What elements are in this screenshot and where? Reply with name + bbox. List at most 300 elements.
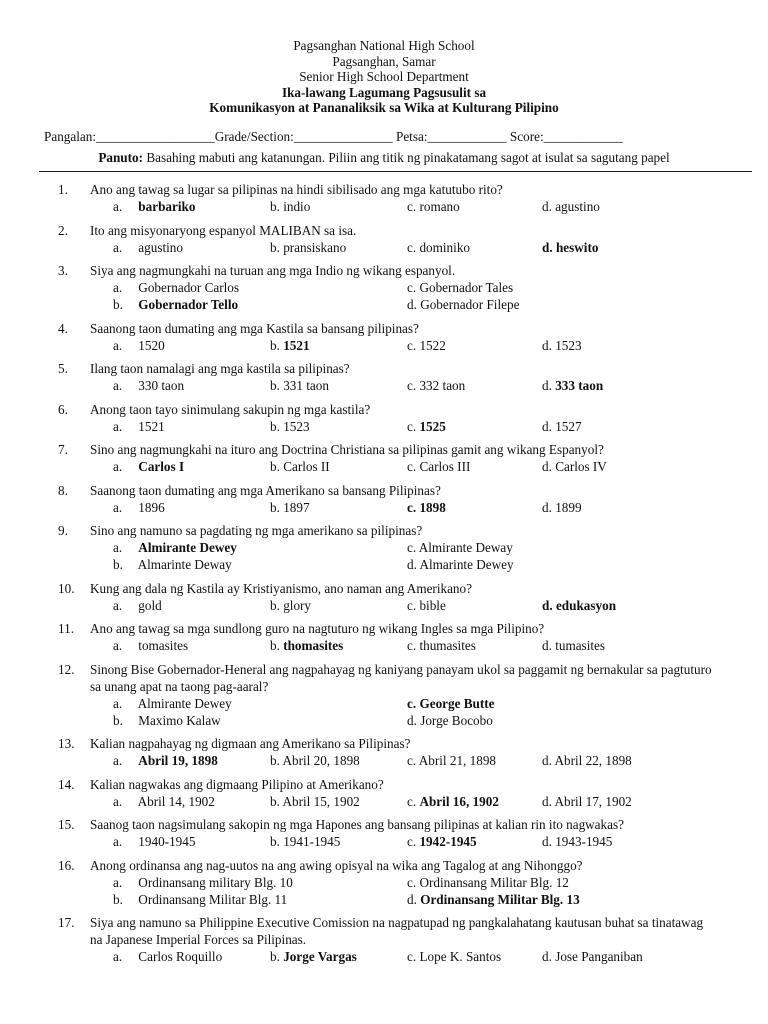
- choices-row: [0, 198, 768, 215]
- choice-text: 331 taon: [283, 378, 329, 393]
- question-stem: [0, 776, 768, 793]
- question-number: 3.: [58, 263, 68, 278]
- choice-text: Jorge Bocobo: [420, 712, 493, 728]
- choice-letter: a.: [113, 239, 123, 255]
- choice-letter: a.: [113, 280, 123, 295]
- student-info-fields: Pangalan:__________________Grade/Section:_______________ Petsa:____________ Score:____________: [44, 129, 623, 144]
- choice-text-correct: thomasites: [283, 638, 344, 653]
- choice-letter: c.: [407, 695, 417, 711]
- choice-letter: a.: [113, 874, 123, 890]
- question-stem: [0, 401, 768, 418]
- school-location: Pagsanghan, Samar: [332, 53, 436, 69]
- choices-row: [0, 891, 768, 908]
- choice-letter: b.: [270, 753, 280, 768]
- answer-choice: [270, 418, 310, 435]
- question-stem: [0, 482, 768, 499]
- choice-letter: a.: [113, 459, 123, 474]
- question-text: Ano ang tawag sa lugar sa pilipinas na hindi sibilisado ang mga katutubo rito?: [90, 182, 503, 197]
- choice-text: indio: [283, 199, 311, 214]
- question-number: 1.: [58, 182, 68, 197]
- choice-text: 1897: [283, 499, 310, 515]
- question-text: Siya ang namuno sa Philippine Executive Comission na nagpatupad ng pangkalahatang kautusan buhat sa tinatawag na Japanese Imperial Forces sa Pilipinas.: [90, 915, 704, 947]
- question-stem: [0, 360, 768, 377]
- answer-choice: [113, 637, 188, 654]
- question-item: [0, 914, 768, 965]
- question-number: 4.: [58, 320, 68, 336]
- question-text: Siya ang nagmungkahi na turuan ang mga Indio ng wikang espanyol.: [90, 263, 456, 278]
- choices-row: [0, 597, 768, 614]
- question-item: [0, 620, 768, 654]
- choice-text: Carlos Roquillo: [138, 949, 223, 964]
- choice-letter: c.: [407, 949, 417, 964]
- question-number: 13.: [58, 736, 75, 751]
- answer-choice: [407, 833, 477, 850]
- answer-choice: [407, 597, 446, 614]
- answer-choice: [407, 891, 580, 908]
- choice-letter: c.: [407, 199, 417, 214]
- choices-row: [0, 712, 768, 729]
- choice-text: Gobernador Tales: [419, 280, 514, 295]
- answer-choice: [407, 377, 465, 394]
- choice-letter: a.: [113, 834, 123, 849]
- question-stem: [0, 222, 768, 239]
- choice-letter: b.: [270, 834, 280, 849]
- choice-text: tomasites: [138, 638, 189, 653]
- question-text: Ito ang misyonaryong espanyol MALIBAN sa isa.: [90, 222, 357, 238]
- choice-letter: a.: [113, 695, 123, 711]
- choice-letter: d.: [542, 199, 552, 214]
- choice-text: 1521: [138, 418, 165, 434]
- school-name: Pagsanghan National High School: [293, 38, 475, 53]
- choice-letter: b.: [270, 499, 280, 515]
- answer-choice: [542, 198, 600, 215]
- choice-letter: d.: [407, 557, 417, 572]
- choice-letter: c.: [407, 459, 417, 474]
- answer-choice: [407, 239, 470, 256]
- choice-text: Ordinansang Militar Blg. 12: [419, 874, 569, 890]
- answer-choice: [270, 239, 346, 256]
- question-text: Anong ordinansa ang nag-uutos na ang awing opisyal na wika ang Tagalog at ang Nihonggo?: [90, 857, 583, 873]
- exam-header: [0, 38, 768, 116]
- question-text: Anong taon tayo sinimulang sakupin ng mga kastila?: [90, 401, 371, 417]
- choice-text: Gobernador Filepe: [420, 297, 520, 312]
- choices-row: [0, 695, 768, 712]
- choice-letter: b.: [270, 793, 280, 809]
- choice-letter: d.: [407, 297, 417, 312]
- answer-choice: [407, 793, 499, 810]
- answer-choice: [407, 458, 470, 475]
- question-stem: [0, 735, 768, 752]
- choice-letter: c.: [407, 378, 417, 393]
- answer-choice: [113, 377, 184, 394]
- choice-text: tumasites: [555, 638, 606, 653]
- choice-text: Carlos III: [419, 459, 471, 474]
- choice-text: pransiskano: [283, 239, 347, 255]
- answer-choice: [407, 337, 446, 354]
- answer-choice: [113, 279, 239, 296]
- answer-choice: [407, 695, 495, 712]
- choice-letter: b.: [270, 418, 280, 434]
- question-stem: [0, 441, 768, 458]
- question-item: [0, 181, 768, 215]
- choice-text: Abril 21, 1898: [418, 753, 497, 768]
- answer-choice: [270, 337, 310, 354]
- choice-text: 1940-1945: [138, 834, 196, 849]
- answer-choice: [270, 833, 340, 850]
- question-item: [0, 661, 768, 729]
- answer-choice: [270, 752, 360, 769]
- choices-row: [0, 239, 768, 256]
- choice-letter: d.: [542, 753, 552, 768]
- choice-letter: b.: [270, 199, 280, 214]
- choice-text-correct: George Butte: [419, 695, 495, 711]
- question-stem: [0, 522, 768, 539]
- choice-text: Almarinte Dewey: [419, 557, 514, 572]
- choice-text: Maximo Kalaw: [138, 712, 221, 728]
- choice-text: Carlos II: [283, 459, 330, 474]
- question-item: [0, 522, 768, 573]
- question-number: 6.: [58, 401, 68, 417]
- answer-choice: [113, 239, 183, 256]
- choice-letter: d.: [407, 712, 417, 728]
- question-text: Saanog taon nagsimulang sakopin ng mga Hapones ang bansang pilipinas at kalian rin ito nagwakas?: [90, 817, 624, 832]
- answer-choice: [270, 793, 360, 810]
- choices-row: [0, 833, 768, 850]
- question-text: Sino ang namuno sa pagdating ng mga amerikano sa pilipinas?: [90, 523, 423, 538]
- choice-text: Ordinansang military Blg. 10: [138, 874, 293, 890]
- question-text: Kalian nagpahayag ng digmaan ang Amerikano sa Pilipinas?: [90, 736, 411, 751]
- question-number: 2.: [58, 222, 68, 238]
- question-text: Kalian nagwakas ang digmaang Pilipino at Amerikano?: [90, 776, 384, 792]
- choices-row: [0, 793, 768, 810]
- answer-choice: [542, 597, 616, 614]
- choice-letter: d.: [542, 239, 553, 255]
- answer-choice: [113, 597, 162, 614]
- choice-text: 332 taon: [419, 378, 466, 393]
- instructions-text: Basahing mabuti ang katanungan. Piliin ang titik ng pinakatamang sagot at isulat sa sagutang papel: [143, 150, 670, 165]
- choice-text: Ordinansang Militar Blg. 11: [138, 891, 288, 907]
- question-number: 14.: [58, 776, 75, 792]
- answer-choice: [113, 296, 238, 313]
- answer-choice: [407, 279, 513, 296]
- answer-choice: [113, 556, 232, 573]
- answer-choice: [407, 296, 519, 313]
- choice-letter: c.: [407, 638, 417, 653]
- question-text: Sinong Bise Gobernador-Heneral ang nagpahayag ng kaniyang panayam ukol sa paggamit ng bernakular sa pagtuturo sa unang apat na taong pag-aaral?: [90, 661, 712, 694]
- choice-text: Almirante Dewey: [137, 695, 232, 711]
- question-number: 12.: [58, 661, 75, 677]
- choice-letter: c.: [407, 834, 417, 849]
- choice-text-correct: 1525: [419, 418, 446, 434]
- choice-letter: d.: [542, 418, 552, 434]
- question-item: [0, 776, 768, 810]
- choice-text: Gobernador Carlos: [138, 280, 240, 295]
- choice-text: 1896: [138, 499, 165, 515]
- choice-text: 1527: [555, 418, 582, 434]
- answer-choice: [542, 499, 582, 516]
- choice-letter: b.: [113, 891, 123, 907]
- choice-text-correct: Abril 16, 1902: [419, 793, 499, 809]
- question-stem: [0, 580, 768, 597]
- answer-choice: [270, 458, 330, 475]
- answer-choice: [407, 198, 460, 215]
- choice-text: 1523: [283, 418, 310, 434]
- answer-choice: [542, 793, 632, 810]
- choice-text-correct: Jorge Vargas: [283, 949, 357, 964]
- instructions-label: Panuto:: [98, 150, 144, 165]
- answer-choice: [270, 637, 343, 654]
- choice-letter: a.: [113, 949, 123, 964]
- answer-choice: [407, 712, 493, 729]
- choice-text: Jose Panganiban: [555, 949, 643, 964]
- choice-letter: c.: [407, 540, 417, 555]
- answer-choice: [113, 418, 165, 435]
- choice-letter: b.: [270, 459, 280, 474]
- choice-letter: a.: [113, 638, 123, 653]
- question-number: 16.: [58, 857, 75, 873]
- choice-text: 1522: [419, 337, 446, 353]
- question-item: [0, 320, 768, 354]
- answer-choice: [542, 418, 582, 435]
- choices-row: [0, 458, 768, 475]
- choice-letter: d.: [542, 337, 552, 353]
- question-number: 7.: [58, 442, 68, 457]
- choice-text: 330 taon: [138, 378, 185, 393]
- choice-text-correct: heswito: [555, 239, 599, 255]
- choice-letter: b.: [113, 297, 123, 312]
- answer-choice: [113, 833, 195, 850]
- choice-letter: d.: [542, 378, 552, 393]
- question-number: 9.: [58, 523, 68, 538]
- answer-choice: [407, 539, 513, 556]
- answer-choice: [113, 891, 287, 908]
- choice-letter: d.: [542, 793, 552, 809]
- answer-choice: [407, 752, 496, 769]
- answer-choice: [113, 874, 293, 891]
- question-item: [0, 441, 768, 475]
- choice-letter: b.: [270, 378, 280, 393]
- question-item: [0, 580, 768, 614]
- choice-text: 1523: [555, 337, 582, 353]
- answer-choice: [270, 948, 357, 965]
- choice-letter: a.: [113, 378, 123, 393]
- choice-letter: c.: [407, 418, 417, 434]
- question-stem: [0, 857, 768, 874]
- choice-text-correct: 1942-1945: [419, 834, 477, 849]
- answer-choice: [113, 198, 195, 215]
- choice-text: 1520: [138, 337, 165, 353]
- answer-choice: [407, 418, 446, 435]
- choice-text: Abril 17, 1902: [554, 793, 632, 809]
- question-number: 11.: [58, 621, 74, 636]
- choice-letter: a.: [113, 540, 123, 555]
- choices-row: [0, 637, 768, 654]
- question-item: [0, 401, 768, 435]
- answer-choice: [270, 499, 310, 516]
- choice-letter: c.: [407, 499, 417, 515]
- question-number: 15.: [58, 817, 75, 832]
- choice-letter: c.: [407, 874, 417, 890]
- answer-choice: [113, 539, 237, 556]
- question-number: 17.: [58, 915, 75, 930]
- choice-letter: d.: [542, 499, 552, 515]
- question-stem: [0, 320, 768, 337]
- question-stem: [0, 262, 768, 279]
- question-item: [0, 857, 768, 908]
- choice-letter: d.: [407, 891, 417, 907]
- choice-letter: c.: [407, 337, 417, 353]
- department-name: Senior High School Department: [299, 69, 469, 84]
- choice-letter: c.: [407, 280, 417, 295]
- choice-letter: b.: [270, 239, 280, 255]
- choices-row: [0, 377, 768, 394]
- choice-text: Almirante Deway: [418, 540, 513, 555]
- question-text: Kung ang dala ng Kastila ay Kristiyanismo, ano naman ang Amerikano?: [90, 580, 472, 596]
- choice-letter: a.: [113, 499, 123, 515]
- answer-choice: [542, 458, 607, 475]
- choices-row: [0, 539, 768, 556]
- choice-text: gold: [138, 597, 162, 613]
- question-number: 10.: [58, 580, 75, 596]
- header-divider: [39, 171, 752, 172]
- answer-choice: [407, 948, 501, 965]
- answer-choice: [270, 597, 311, 614]
- choice-text: Lope K. Santos: [419, 949, 502, 964]
- answer-choice: [542, 337, 582, 354]
- choice-text: 1941-1945: [283, 834, 341, 849]
- choice-text: agustino: [555, 199, 600, 214]
- choice-text: 1899: [555, 499, 582, 515]
- choice-letter: c.: [407, 239, 417, 255]
- choice-letter: d.: [542, 638, 552, 653]
- question-text: Ano ang tawag sa mga sundlong guro na nagtuturo ng wikang Ingles sa mga Pilipino?: [90, 621, 545, 636]
- question-number: 5.: [58, 361, 68, 376]
- question-item: [0, 482, 768, 516]
- choices-row: [0, 499, 768, 516]
- choices-row: [0, 337, 768, 354]
- question-text: Ilang taon namalagi ang mga kastila sa pilipinas?: [90, 361, 350, 376]
- choice-letter: a.: [113, 597, 123, 613]
- choice-text: Abril 14, 1902: [137, 793, 215, 809]
- choice-letter: a.: [113, 753, 123, 768]
- choice-text-correct: 1898: [419, 499, 446, 515]
- choices-row: [0, 948, 768, 965]
- choice-letter: c.: [407, 597, 417, 613]
- question-number: 8.: [58, 482, 68, 498]
- choice-text-correct: Carlos I: [138, 459, 185, 474]
- answer-choice: [542, 948, 643, 965]
- answer-choice: [113, 948, 222, 965]
- answer-choice: [542, 833, 612, 850]
- answer-choice: [113, 695, 232, 712]
- question-item: [0, 816, 768, 850]
- choice-letter: d.: [542, 459, 552, 474]
- choice-letter: a.: [113, 418, 123, 434]
- choice-letter: c.: [407, 753, 417, 768]
- choice-letter: c.: [407, 793, 417, 809]
- choice-text: thumasites: [419, 638, 476, 653]
- question-stem: [0, 914, 768, 948]
- choice-letter: d.: [542, 949, 552, 964]
- instructions: [0, 150, 768, 166]
- question-item: [0, 360, 768, 394]
- choice-text: Abril 20, 1898: [282, 753, 360, 768]
- choice-text: romano: [419, 199, 460, 214]
- answer-choice: [113, 793, 215, 810]
- question-list: [0, 181, 768, 972]
- question-text: Saanong taon dumating ang mga Kastila sa bansang pilipinas?: [90, 320, 419, 336]
- choice-letter: a.: [113, 793, 123, 809]
- question-text: Sino ang nagmungkahi na ituro ang Doctrina Christiana sa pilipinas gamit ang wikang Espanyol?: [90, 442, 604, 457]
- answer-choice: [113, 458, 184, 475]
- question-stem: [0, 620, 768, 637]
- choices-row: [0, 279, 768, 296]
- choice-text-correct: Gobernador Tello: [138, 297, 239, 312]
- question-text: Saanong taon dumating ang mga Amerikano sa bansang Pilipinas?: [90, 482, 441, 498]
- choice-text: 1943-1945: [555, 834, 613, 849]
- choice-letter: b.: [270, 597, 280, 613]
- answer-choice: [542, 239, 598, 256]
- answer-choice: [407, 637, 476, 654]
- choices-row: [0, 296, 768, 313]
- choice-text: Abril 22, 1898: [554, 753, 632, 768]
- choice-text: glory: [283, 597, 312, 613]
- choice-text-correct: Abril 19, 1898: [138, 753, 218, 768]
- choice-letter: a.: [113, 337, 123, 353]
- choice-text-correct: Almirante Dewey: [138, 540, 237, 555]
- question-stem: [0, 816, 768, 833]
- answer-choice: [270, 198, 310, 215]
- choice-text-correct: 1521: [283, 337, 310, 353]
- choice-text-correct: Ordinansang Militar Blg. 13: [420, 891, 580, 907]
- question-stem: [0, 181, 768, 198]
- question-item: [0, 262, 768, 313]
- choice-text-correct: barbariko: [138, 199, 196, 214]
- choice-letter: b.: [270, 638, 280, 653]
- choices-row: [0, 418, 768, 435]
- choices-row: [0, 752, 768, 769]
- answer-choice: [542, 377, 603, 394]
- question-stem: [0, 661, 768, 695]
- choice-letter: d.: [542, 597, 553, 613]
- answer-choice: [542, 637, 605, 654]
- choice-letter: b.: [113, 557, 123, 572]
- answer-choice: [407, 874, 569, 891]
- exam-title: Ika-lawang Lagumang Pagsusulit sa: [281, 84, 487, 100]
- choice-letter: d.: [542, 834, 552, 849]
- subject-title: Komunikasyon at Pananaliksik sa Wika at Kulturang Pilipino: [209, 100, 559, 115]
- answer-choice: [407, 499, 446, 516]
- answer-choice: [113, 752, 218, 769]
- choice-text: agustino: [138, 239, 183, 255]
- answer-choice: [113, 712, 221, 729]
- choice-text: bible: [419, 597, 446, 613]
- answer-choice: [270, 377, 329, 394]
- choice-text: dominiko: [419, 239, 471, 255]
- question-item: [0, 222, 768, 256]
- choices-row: [0, 556, 768, 573]
- choice-letter: a.: [113, 199, 123, 214]
- choice-text-correct: edukasyon: [555, 597, 617, 613]
- choice-text: Carlos IV: [555, 459, 607, 474]
- choice-text: Abril 15, 1902: [282, 793, 360, 809]
- choice-letter: b.: [270, 337, 280, 353]
- choice-text: Almarinte Deway: [137, 557, 232, 572]
- answer-choice: [542, 752, 632, 769]
- choice-letter: b.: [270, 949, 280, 964]
- choice-text-correct: 333 taon: [555, 378, 604, 393]
- question-item: [0, 735, 768, 769]
